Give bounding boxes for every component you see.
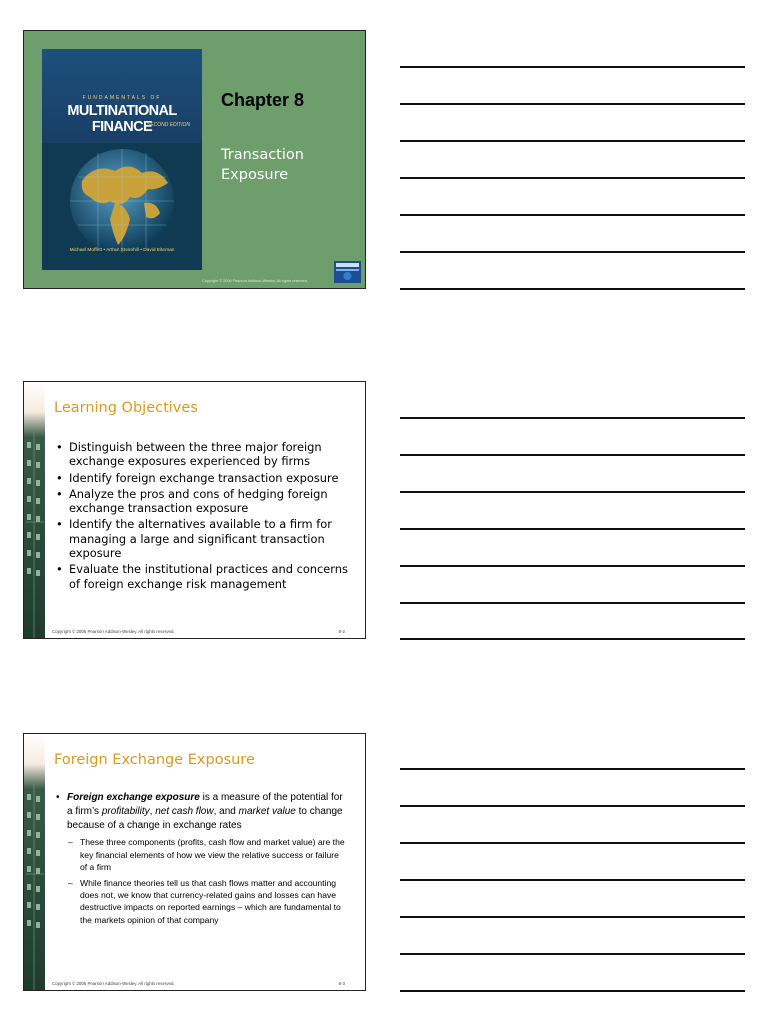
note-line	[400, 638, 745, 640]
sub-bullet	[56, 877, 346, 926]
slide-number: 8-3	[338, 981, 345, 986]
subtitle-line-2: Exposure	[221, 167, 289, 183]
book-series: FUNDAMENTALS OF	[82, 95, 162, 101]
slide-sidebar-decoration	[24, 382, 45, 638]
book-authors: Michael Moffett • Arthur Stonehill • David Eiteman	[69, 248, 175, 253]
main-text-and: , and	[213, 805, 239, 817]
slide-number: 8-2	[338, 629, 345, 634]
list-item: • Identify the alternatives available to a firm for managing a large and significant transaction exposure	[56, 517, 356, 560]
note-line	[400, 565, 745, 567]
note-line	[400, 177, 745, 179]
main-text-comma: ,	[149, 805, 156, 817]
list-item: • Distinguish between the three major foreign exchange exposures experienced by firms	[56, 440, 356, 469]
main-text-part-2: to change because of a change in exchange rates	[67, 805, 343, 831]
note-line	[400, 805, 745, 807]
globe-icon	[60, 141, 184, 261]
book-edition: SECOND EDITION	[146, 122, 190, 128]
objectives-list	[56, 440, 356, 593]
note-line	[400, 214, 745, 216]
note-line	[400, 491, 745, 493]
dash-marker: –	[68, 837, 73, 848]
slide-sidebar-decoration	[24, 734, 45, 990]
note-line	[400, 103, 745, 105]
note-line	[400, 454, 745, 456]
note-line	[400, 288, 745, 290]
note-line	[400, 602, 745, 604]
note-line	[400, 768, 745, 770]
note-line	[400, 842, 745, 844]
main-bullet	[56, 791, 346, 832]
slide-title: Foreign Exchange Exposure	[54, 752, 255, 768]
learning-objectives-slide	[23, 381, 366, 639]
fx-exposure-slide	[23, 733, 366, 991]
sub-bullet	[56, 836, 346, 873]
publisher-logo-icon	[334, 261, 361, 283]
note-line	[400, 990, 745, 992]
term-profitability: profitability	[101, 805, 150, 817]
term-net-cash-flow: net cash flow	[155, 805, 214, 817]
slide-copyright: Copyright © 2006 Pearson Addison-Wesley. All rights reserved.	[52, 629, 175, 634]
book-cover-image	[42, 49, 202, 270]
note-line	[400, 879, 745, 881]
title-slide	[23, 30, 366, 289]
slide-copyright: Copyright © 2006 Pearson Addison-Wesley. All rights reserved.	[202, 279, 309, 283]
note-line	[400, 417, 745, 419]
subtitle-line-1: Transaction	[221, 147, 304, 163]
sub-bullet-text: While finance theories tell us that cash flows matter and accounting does not, we know that currency-related gains and losses can have destructive impacts on reported earnings – which are fundamental to the markets opinion of that company	[80, 878, 341, 925]
term-foreign-exchange-exposure: Foreign exchange exposure	[67, 792, 200, 803]
chapter-title: Chapter 8	[221, 90, 305, 110]
term-market-value: market value	[238, 805, 296, 817]
list-item: • Identify foreign exchange transaction exposure	[56, 471, 356, 485]
note-line	[400, 916, 745, 918]
slide-copyright: Copyright © 2006 Pearson Addison-Wesley. All rights reserved.	[52, 981, 175, 986]
note-line	[400, 528, 745, 530]
sub-bullet-text: These three components (profits, cash flow and market value) are the key financial elements of how we view the relative success or failure of a firm	[80, 837, 345, 872]
dash-marker: –	[68, 878, 73, 888]
slide-title: Learning Objectives	[54, 400, 198, 416]
chapter-subtitle	[221, 145, 304, 185]
note-line	[400, 251, 745, 253]
list-item: • Analyze the pros and cons of hedging foreign exchange transaction exposure	[56, 487, 356, 516]
exposure-content	[56, 791, 346, 926]
note-line	[400, 66, 745, 68]
main-text-part-1: is a measure of the potential for a firm’s	[67, 792, 343, 817]
list-item: • Evaluate the institutional practices and concerns of foreign exchange risk management	[56, 562, 356, 591]
book-title: MULTINATIONAL FINANCE	[67, 103, 177, 135]
note-line	[400, 953, 745, 955]
note-line	[400, 140, 745, 142]
